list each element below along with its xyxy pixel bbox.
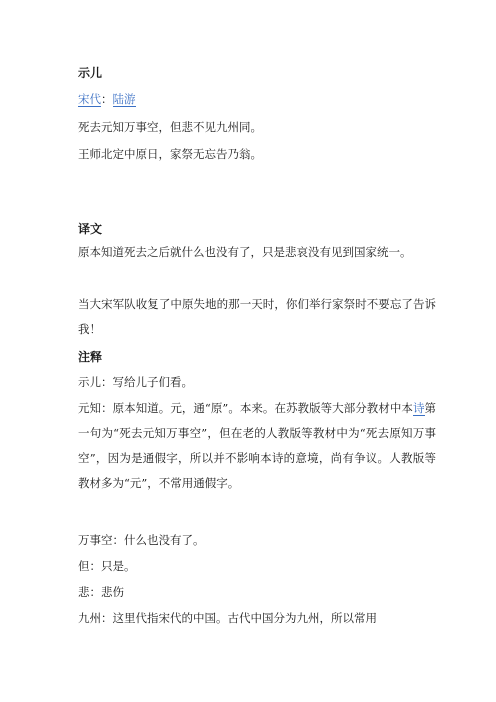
poem-line-2: 王师北定中原日，家祭无忘告乃翁。 <box>78 147 262 161</box>
byline-separator: ： <box>101 92 113 106</box>
poem-byline <box>78 90 136 108</box>
poem-inline-link[interactable]: 诗 <box>412 401 425 415</box>
translation-paragraph-2: 当大宋军队收复了中原失地的那一天时，你们举行家祭时不要忘了告诉我！ <box>78 297 436 336</box>
note-bei: 悲：悲伤 <box>78 585 124 599</box>
notes-heading: 注释 <box>78 350 103 364</box>
note-wan-shi-kong: 万事空：什么也没有了。 <box>78 533 205 547</box>
note-dan: 但：只是。 <box>78 559 136 573</box>
poem-title: 示儿 <box>78 66 103 80</box>
author-link[interactable]: 陆游 <box>112 92 136 106</box>
poem-line-1: 死去元知万事空，但悲不见九州同。 <box>78 120 262 134</box>
note-yuan-zhi-text-after: 第一句为“死去元知万事空”，但在老的人教版等教材中为“死去原知万事空”，因为是通假字，所以并不影响本诗的意境，尚有争议。人教版等教材多为“元”，不常用通假字。 <box>78 401 436 490</box>
translation-heading: 译文 <box>78 222 103 236</box>
translation-paragraph-1: 原本知道死去之后就什么也没有了，只是悲哀没有见到国家统一。 <box>78 245 412 259</box>
dynasty-link[interactable]: 宋代 <box>78 92 101 106</box>
note-yuan-zhi-text-before: 元知：原本知道。元，通“原”。本来。在苏教版等大部分教材中本 <box>78 401 413 415</box>
note-yuan-zhi <box>78 396 436 496</box>
note-shi-er: 示儿：写给儿子们看。 <box>78 375 193 389</box>
note-jiu-zhou: 九州：这里代指宋代的中国。古代中国分为九州，所以常用 <box>78 611 377 625</box>
